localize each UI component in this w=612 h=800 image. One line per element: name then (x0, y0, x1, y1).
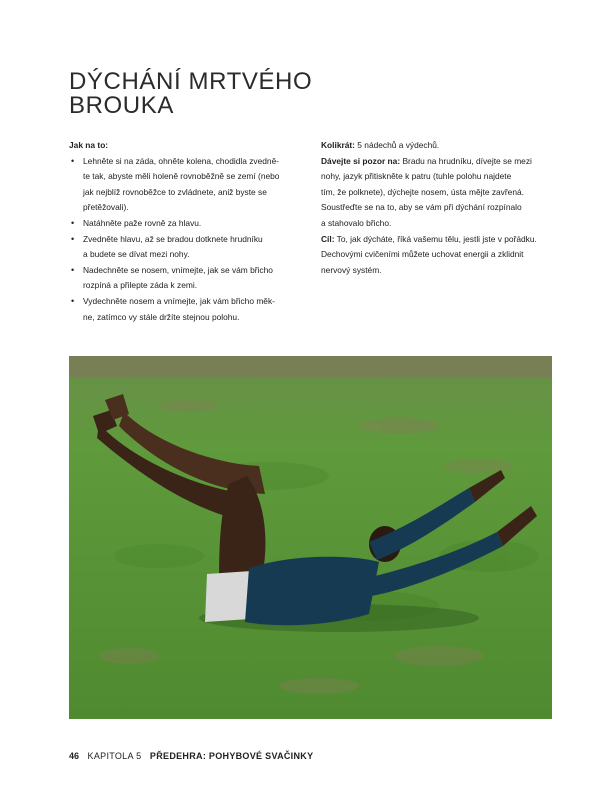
item-line: a budete se dívat mezi nohy. (83, 249, 190, 260)
item-line: jak nejblíž rovnoběžce to zvládnete, aniž byste se (83, 186, 267, 197)
list-item (83, 232, 301, 263)
page-number: 46 (69, 751, 80, 761)
dirt-strip (69, 356, 552, 378)
care-text: a stahovalo břicho. (321, 217, 392, 228)
list-item (83, 263, 301, 294)
care-text: Bradu na hrudníku, dívejte se mezi (400, 155, 532, 166)
reps-value: 5 nádechů a výdechů. (354, 140, 440, 150)
chapter-label: KAPITOLA 5 (87, 751, 142, 761)
page-title (69, 70, 369, 118)
care-label: Dávejte si pozor na: (321, 155, 401, 166)
goal-label: Cíl: (321, 233, 335, 244)
care-line (321, 154, 543, 170)
goal-text: nervový systém. (321, 264, 382, 275)
item-line: rozpíná a přilepte záda k zemi. (83, 280, 198, 291)
instruction-list (69, 154, 301, 326)
section-title: PŘEDEHRA: POHYBOVÉ SVAČINKY (149, 751, 314, 761)
details-column (321, 138, 543, 278)
item-line: • Lehněte si na záda, ohněte kolena, chodidla zvedně- (83, 155, 280, 166)
item-line: te tak, abyste měli holeně rovnoběžně se zemí (nebo (83, 171, 280, 182)
instructions-column (69, 138, 301, 325)
list-item (83, 216, 301, 232)
page-footer (69, 750, 313, 762)
reps-label: Kolikrát: (321, 140, 355, 150)
goal-text: Dechovými cvičeními můžete uchovat energii a zklidnit (321, 249, 524, 260)
item-line: přetěžovali). (83, 202, 129, 213)
care-text: Soustřeďte se na to, aby se vám při dýchání rozpínalo (321, 202, 522, 213)
torso-shirt (245, 557, 379, 626)
item-line: • Vydechněte nosem a vnímejte, jak vám břicho měk- (83, 295, 275, 306)
exercise-photo (69, 356, 552, 719)
grass-field (69, 356, 552, 719)
care-text: tím, že polknete), dýchejte nosem, ústa mějte zavřená. (321, 186, 524, 197)
list-item (83, 294, 301, 325)
goal-line (321, 232, 543, 248)
care-text: nohy, jazyk přitiskněte k patru (tuhle polohu najdete (321, 171, 512, 182)
title-line-2: BROUKA (69, 92, 174, 119)
instructions-heading: Jak na to: (69, 140, 109, 150)
item-line: • Natáhněte paže rovně za hlavu. (83, 217, 202, 228)
reps-line (321, 138, 543, 154)
list-item (83, 154, 301, 216)
title-line-1: DÝCHÁNÍ MRTVÉHO (69, 68, 313, 95)
item-line: ne, zatímco vy stále držíte stejnou polohu. (83, 311, 240, 322)
item-line: • Zvedněte hlavu, až se bradou dotknete hrudníku (83, 233, 263, 244)
dead-bug-photo-illustration (69, 356, 552, 719)
goal-text: To, jak dýcháte, říká vašemu tělu, jestli jste v pořádku. (334, 233, 537, 244)
item-line: • Nadechněte se nosem, vnímejte, jak se vám břicho (83, 264, 273, 275)
